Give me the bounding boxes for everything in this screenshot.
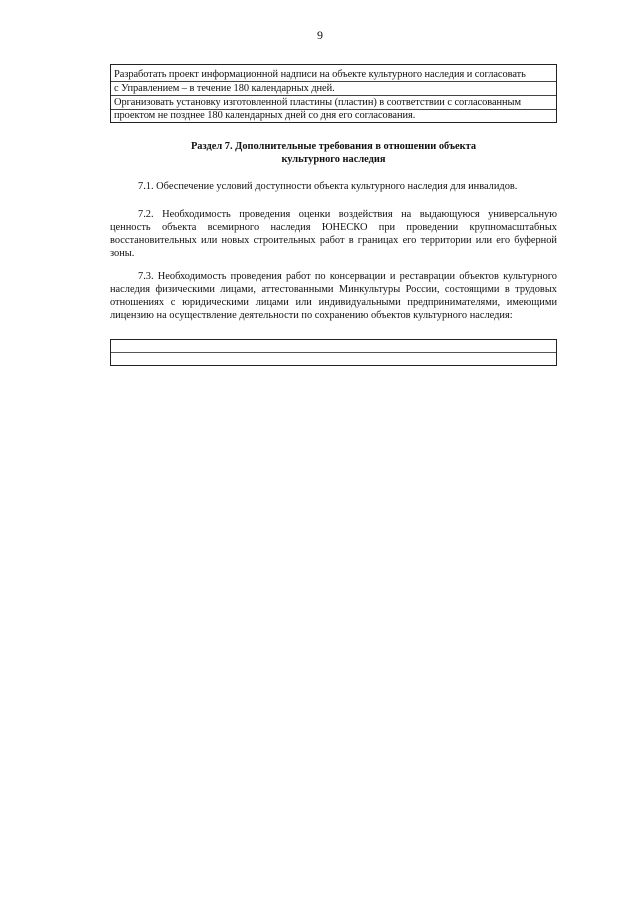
item-7-1-line-1: 7.1. Обеспечение условий доступности объекта культурного наследия для инвалидов. bbox=[138, 181, 518, 192]
item-7-2-line-1: 7.2. Необходимость проведения оценки воздействия на выдающуюся универсальную bbox=[138, 209, 557, 220]
item-7-3-line-2: наследия физическими лицами, аттестованными Минкультуры России, состоящими в трудовых bbox=[110, 284, 557, 295]
box-line-2: с Управлением – в течение 180 календарных дней. bbox=[114, 83, 335, 94]
section-title-line-2: культурного наследия bbox=[281, 154, 386, 165]
item-7-3-line-4: лицензию на осуществление деятельности по сохранению объектов культурного наследия: bbox=[110, 310, 513, 321]
item-7-2-line-4: зоны. bbox=[110, 248, 135, 259]
item-7-3-line-3: отношениях с юридическими лицами или индивидуальными предпринимателями, имеющими bbox=[110, 297, 557, 308]
requirements-box bbox=[110, 64, 557, 123]
table-separator bbox=[111, 352, 556, 353]
empty-table-box bbox=[110, 339, 557, 366]
item-7-2-line-2: ценность объекта всемирного наследия ЮНЕСКО при проведении крупномасштабных bbox=[110, 222, 557, 233]
item-7-3-line-1: 7.3. Необходимость проведения работ по консервации и реставрации объектов культурного bbox=[138, 271, 557, 282]
box-line-4: проектом не позднее 180 календарных дней со дня его согласования. bbox=[114, 110, 416, 121]
item-7-2-line-3: восстановительных или новых строительных работ в границах его территории или его буферной bbox=[110, 235, 557, 246]
section-title-line-1: Раздел 7. Дополнительные требования в отношении объекта bbox=[190, 141, 477, 152]
box-line-1: Разработать проект информационной надписи на объекте культурного наследия и согласовать bbox=[114, 69, 526, 80]
page-number: 9 bbox=[317, 28, 323, 42]
box-line-3: Организовать установку изготовленной пластины (пластин) в соответствии с согласованным bbox=[114, 97, 522, 108]
